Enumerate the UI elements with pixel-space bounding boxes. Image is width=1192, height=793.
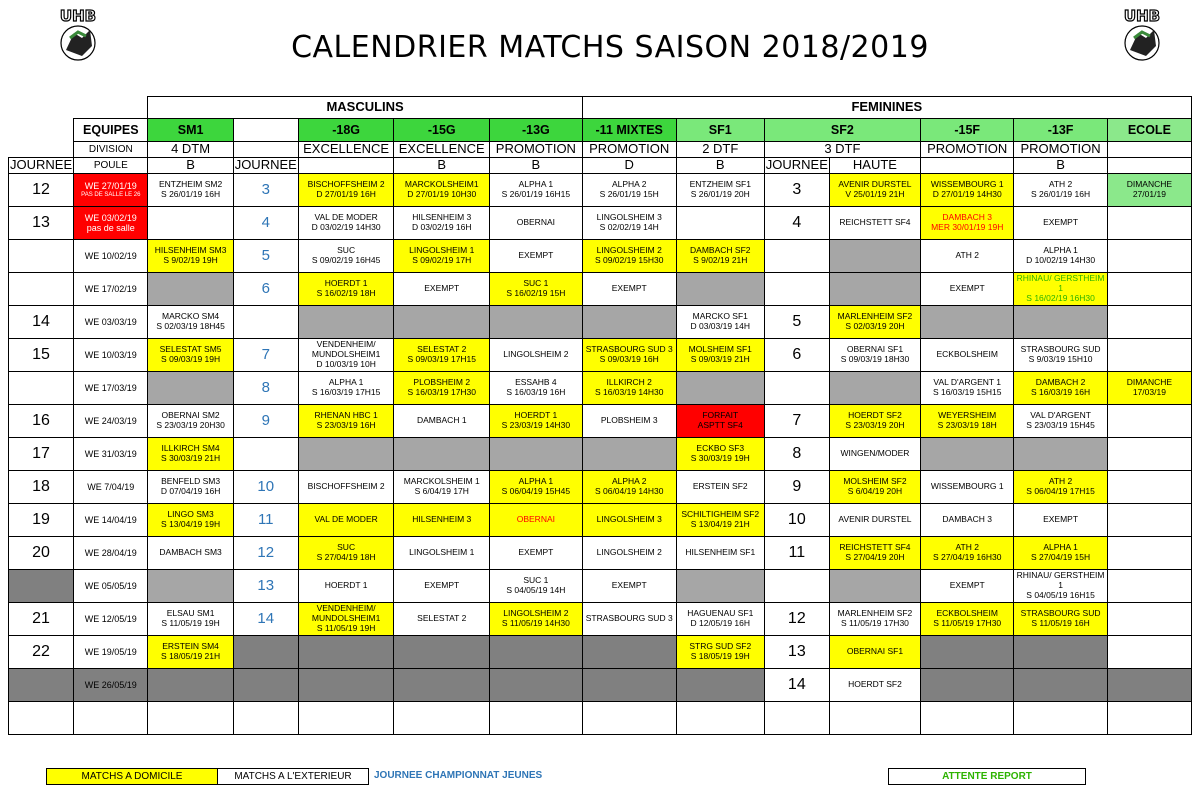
- ecole-cell: DIMANCHE 17/03/19: [1107, 372, 1191, 405]
- match-cell: HOERDT SF2 S 23/03/19 20H: [829, 405, 920, 438]
- label-journee: JOURNEE: [234, 157, 297, 173]
- table-row: [9, 339, 1192, 372]
- match-cell: MARCKO SM4 S 02/03/19 18H45: [148, 306, 233, 339]
- division-13f: PROMOTION: [1014, 142, 1107, 158]
- label-journee: JOURNEE: [765, 157, 828, 173]
- weekend-cell: WE 17/03/19: [74, 372, 148, 405]
- match-cell: AVENIR DURSTEL: [829, 504, 920, 537]
- match-cell: OBERNAI: [490, 207, 583, 240]
- legend-jeunes: JOURNEE CHAMPIONNAT JEUNES: [374, 770, 543, 781]
- journee-feminines: 11: [764, 537, 829, 570]
- journee-number: 16: [9, 405, 74, 438]
- table-row: [9, 306, 1192, 339]
- journee-jeunes: 10: [233, 471, 298, 504]
- table-row: [9, 570, 1192, 603]
- match-cell: EXEMPT: [1014, 504, 1107, 537]
- division-15f: PROMOTION: [921, 142, 1014, 158]
- match-cell: MARLENHEIM SF2 S 11/05/19 17H30: [829, 603, 920, 636]
- poule-sm1: B: [148, 158, 233, 174]
- team-15g: -15G: [394, 119, 490, 142]
- match-cell: SUC S 09/02/19 16H45: [298, 240, 394, 273]
- weekend-cell: WE 24/03/19: [74, 405, 148, 438]
- poule-13f: B: [1014, 158, 1107, 174]
- label-equipes: EQUIPES: [74, 119, 148, 142]
- match-cell: ALPHA 2 S 06/04/19 14H30: [582, 471, 676, 504]
- match-cell: LINGOLSHEIM 2 S 11/05/19 14H30: [490, 603, 583, 636]
- weekend-cell: WE 14/04/19: [74, 504, 148, 537]
- match-cell: HOERDT SF2: [829, 669, 920, 702]
- journee-jeunes: 11: [233, 504, 298, 537]
- match-cell: LINGOLSHEIM 2: [582, 537, 676, 570]
- table-row: [9, 273, 1192, 306]
- match-cell: ALPHA 1 D 10/02/19 14H30: [1014, 240, 1107, 273]
- journee-feminines: 3: [764, 174, 829, 207]
- team-11-mixtes: -11 MIXTES: [582, 119, 676, 142]
- journee-feminines: 14: [764, 669, 829, 702]
- table-row: [9, 504, 1192, 537]
- journee-jeunes: 9: [233, 405, 298, 438]
- journee-jeunes: 6: [233, 273, 298, 306]
- weekend-cell: WE 28/04/19: [74, 537, 148, 570]
- team-15f: -15F: [921, 119, 1014, 142]
- ecole-cell: DIMANCHE 27/01/19: [1107, 174, 1191, 207]
- match-cell: HILSENHEIM SM3 S 9/02/19 19H: [148, 240, 233, 273]
- table-row: [9, 537, 1192, 570]
- match-cell: EXEMPT: [490, 240, 583, 273]
- match-cell: BENFELD SM3 D 07/04/19 16H: [148, 471, 233, 504]
- journee-jeunes: 5: [233, 240, 298, 273]
- match-cell: SUC S 27/04/19 18H: [298, 537, 394, 570]
- weekend-cell: WE 03/03/19: [74, 306, 148, 339]
- match-cell: OBERNAI SF1 S 09/03/19 18H30: [829, 339, 920, 372]
- match-cell: HOERDT 1 S 23/03/19 14H30: [490, 405, 583, 438]
- match-cell: STRASBOURG SUD 3 S 09/03/19 16H: [582, 339, 676, 372]
- match-cell: LINGOLSHEIM 2 S 09/02/19 15H30: [582, 240, 676, 273]
- match-cell: MARLENHEIM SF2 S 02/03/19 20H: [829, 306, 920, 339]
- match-cell: OBERNAI: [490, 504, 583, 537]
- match-cell: LINGOLSHEIM 2: [490, 339, 583, 372]
- match-cell: VAL D'ARGENT S 23/03/19 15H45: [1014, 405, 1107, 438]
- journee-number: 19: [9, 504, 74, 537]
- match-cell: LINGOLSHEIM 1 S 09/02/19 17H: [394, 240, 490, 273]
- journee-number: 15: [9, 339, 74, 372]
- journee-jeunes: 7: [233, 339, 298, 372]
- division-11: PROMOTION: [582, 142, 676, 158]
- journee-feminines: 4: [764, 207, 829, 240]
- match-cell: VENDENHEIM/ MUNDOLSHEIM1 D 10/03/19 10H: [298, 339, 394, 372]
- journee-number: 21: [9, 603, 74, 636]
- teams-row: [9, 119, 1192, 142]
- forfeit-cell: FORFAIT ASPTT SF4: [676, 405, 764, 438]
- weekend-cell: WE 10/02/19: [74, 240, 148, 273]
- journee-number: 17: [9, 438, 74, 471]
- weekend-cell: WE 05/05/19: [74, 570, 148, 603]
- match-cell: LINGOLSHEIM 3: [582, 504, 676, 537]
- section-masculins: MASCULINS: [148, 97, 582, 119]
- match-cell: SELESTAT 2 S 09/03/19 17H15: [394, 339, 490, 372]
- match-cell: HAGUENAU SF1 D 12/05/19 16H: [676, 603, 764, 636]
- match-cell: HOERDT 1 S 16/02/19 18H: [298, 273, 394, 306]
- journee-feminines: 7: [764, 405, 829, 438]
- match-cell: ILLKIRCH SM4 S 30/03/19 21H: [148, 438, 233, 471]
- legend-domicile: MATCHS A DOMICILE: [46, 768, 218, 785]
- match-cell: PLOBSHEIM 3: [582, 405, 676, 438]
- poule-11: D: [582, 158, 676, 174]
- journee-feminines: 13: [764, 636, 829, 669]
- table-row: [9, 207, 1192, 240]
- match-cell: ATH 2 S 26/01/19 16H: [1014, 174, 1107, 207]
- table-row: [9, 471, 1192, 504]
- table-row: [9, 372, 1192, 405]
- match-cell: ALPHA 1 S 16/03/19 17H15: [298, 372, 394, 405]
- match-cell: EXEMPT: [394, 273, 490, 306]
- match-cell: DAMBACH 3: [921, 504, 1014, 537]
- weekend-cell: WE 26/05/19: [74, 669, 148, 702]
- table-row: [9, 438, 1192, 471]
- table-row: [9, 174, 1192, 207]
- match-cell: MARCKOLSHEIM 1 S 6/04/19 17H: [394, 471, 490, 504]
- match-cell: DAMBACH 3 MER 30/01/19 19H: [921, 207, 1014, 240]
- match-cell: SELESTAT SM5 S 09/03/19 19H: [148, 339, 233, 372]
- team-sf1: SF1: [676, 119, 764, 142]
- weekend-cell: WE 7/04/19: [74, 471, 148, 504]
- journee-number: 13: [9, 207, 74, 240]
- team-ecole: ECOLE: [1107, 119, 1191, 142]
- journee-feminines: 6: [764, 339, 829, 372]
- division-13g: PROMOTION: [490, 142, 583, 158]
- match-cell: HILSENHEIM 3 D 03/02/19 16H: [394, 207, 490, 240]
- match-cell: OBERNAI SM2 S 23/03/19 20H30: [148, 405, 233, 438]
- match-cell: VAL DE MODER D 03/02/19 14H30: [298, 207, 394, 240]
- weekend-cell: WE 31/03/19: [74, 438, 148, 471]
- match-cell: ECKBOLSHEIM: [921, 339, 1014, 372]
- poule-sf1: B: [676, 158, 764, 174]
- match-cell: BISCHOFFSHEIM 2: [298, 471, 394, 504]
- poule-13g: B: [490, 158, 583, 174]
- match-cell: SCHILTIGHEIM SF2 S 13/04/19 21H: [676, 504, 764, 537]
- match-cell: ECKBOLSHEIM S 11/05/19 17H30: [921, 603, 1014, 636]
- match-cell: STRASBOURG SUD S 9/03/19 15H10: [1014, 339, 1107, 372]
- match-cell: LINGOLSHEIM 1: [394, 537, 490, 570]
- match-cell: HILSENHEIM SF1: [676, 537, 764, 570]
- division-15g: EXCELLENCE: [394, 142, 490, 158]
- division-sf1: 2 DTF: [676, 142, 764, 158]
- match-cell: HOERDT 1: [298, 570, 394, 603]
- team-18g: -18G: [298, 119, 394, 142]
- match-cell: DAMBACH SM3: [148, 537, 233, 570]
- match-cell: LINGOLSHEIM 3 S 02/02/19 14H: [582, 207, 676, 240]
- match-cell: STRG SUD SF2 S 18/05/19 19H: [676, 636, 764, 669]
- match-cell: ATH 2: [921, 240, 1014, 273]
- match-cell: ELSAU SM1 S 11/05/19 19H: [148, 603, 233, 636]
- poule-15g: B: [394, 158, 490, 174]
- label-division: DIVISION: [74, 142, 148, 158]
- journee-jeunes: 8: [233, 372, 298, 405]
- journee-feminines: 5: [764, 306, 829, 339]
- match-cell: STRASBOURG SUD 3: [582, 603, 676, 636]
- match-cell: MOLSHEIM SF2 S 6/04/19 20H: [829, 471, 920, 504]
- division-sf2: 3 DTF: [764, 142, 920, 158]
- team-13g: -13G: [490, 119, 583, 142]
- match-cell: MARCKOLSHEIM1 D 27/01/19 10H30: [394, 174, 490, 207]
- journee-feminines: 9: [764, 471, 829, 504]
- match-cell: ECKBO SF3 S 30/03/19 19H: [676, 438, 764, 471]
- weekend-cell: WE 12/05/19: [74, 603, 148, 636]
- weekend-cell: WE 10/03/19: [74, 339, 148, 372]
- poule-row: [9, 158, 1192, 174]
- match-cell: RHINAU/ GERSTHEIM 1 S 16/02/19 16H30: [1014, 273, 1107, 306]
- match-cell: WISSEMBOURG 1: [921, 471, 1014, 504]
- journee-feminines: 8: [764, 438, 829, 471]
- match-cell: REICHSTETT SF4: [829, 207, 920, 240]
- label-journee: JOURNEE: [10, 157, 73, 173]
- table-row: [9, 603, 1192, 636]
- legend-report: ATTENTE REPORT: [888, 768, 1086, 785]
- team-sf2: SF2: [764, 119, 920, 142]
- match-cell: ESSAHB 4 S 16/03/19 16H: [490, 372, 583, 405]
- match-cell: ERSTEIN SM4 S 18/05/19 21H: [148, 636, 233, 669]
- division-sm1: 4 DTM: [148, 142, 233, 158]
- match-cell: STRASBOURG SUD S 11/05/19 16H: [1014, 603, 1107, 636]
- match-cell: ILLKIRCH 2 S 16/03/19 14H30: [582, 372, 676, 405]
- section-row: [9, 97, 1192, 119]
- match-cell: DAMBACH 2 S 16/03/19 16H: [1014, 372, 1107, 405]
- match-cell: RHINAU/ GERSTHEIM 1 S 04/05/19 16H15: [1014, 570, 1107, 603]
- match-cell: HILSENHEIM 3: [394, 504, 490, 537]
- match-cell: EXEMPT: [582, 570, 676, 603]
- club-logo: [1116, 6, 1168, 64]
- match-cell: ALPHA 1 S 26/01/19 16H15: [490, 174, 583, 207]
- match-cell: SUC 1 S 04/05/19 14H: [490, 570, 583, 603]
- match-cell: WINGEN/MODER: [829, 438, 920, 471]
- match-cell: BISCHOFFSHEIM 2 D 27/01/19 16H: [298, 174, 394, 207]
- match-cell: VAL DE MODER: [298, 504, 394, 537]
- team-13f: -13F: [1014, 119, 1107, 142]
- match-cell: ERSTEIN SF2: [676, 471, 764, 504]
- match-cell: VAL D'ARGENT 1 S 16/03/19 15H15: [921, 372, 1014, 405]
- division-18g: EXCELLENCE: [298, 142, 394, 158]
- journee-jeunes: 4: [233, 207, 298, 240]
- match-cell: EXEMPT: [582, 273, 676, 306]
- match-cell: LINGO SM3 S 13/04/19 19H: [148, 504, 233, 537]
- match-cell: WEYERSHEIM S 23/03/19 18H: [921, 405, 1014, 438]
- match-cell: ENTZHEIM SF1 S 26/01/19 20H: [676, 174, 764, 207]
- match-cell: MOLSHEIM SF1 S 09/03/19 21H: [676, 339, 764, 372]
- match-cell: ENTZHEIM SM2 S 26/01/19 16H: [148, 174, 233, 207]
- match-cell: EXEMPT: [921, 273, 1014, 306]
- weekend-cell: WE 03/02/19 pas de salle: [74, 207, 148, 240]
- match-cell: ATH 2 S 27/04/19 16H30: [921, 537, 1014, 570]
- match-cell: DAMBACH SF2 S 9/02/19 21H: [676, 240, 764, 273]
- match-cell: AVENIR DURSTEL V 25/01/19 21H: [829, 174, 920, 207]
- section-feminines: FEMININES: [582, 97, 1191, 119]
- legend-exterieur: MATCHS A L'EXTERIEUR: [218, 768, 369, 785]
- match-cell: EXEMPT: [490, 537, 583, 570]
- label-poule: POULE: [74, 158, 148, 174]
- journee-number: 22: [9, 636, 74, 669]
- weekend-cell: WE 19/05/19: [74, 636, 148, 669]
- table-row: [9, 636, 1192, 669]
- journee-jeunes: 12: [233, 537, 298, 570]
- match-cell: RHENAN HBC 1 S 23/03/19 16H: [298, 405, 394, 438]
- calendar-table: [8, 96, 1192, 735]
- team-sm1: SM1: [148, 119, 233, 142]
- journee-jeunes: 14: [233, 603, 298, 636]
- svg-text:UHB: UHB: [1123, 7, 1161, 25]
- match-cell: DAMBACH 1: [394, 405, 490, 438]
- match-cell: MARCKO SF1 D 03/03/19 14H: [676, 306, 764, 339]
- svg-text:UHB: UHB: [59, 7, 97, 25]
- weekend-cell: WE 27/01/19 PAS DE SALLE LE 26: [74, 174, 148, 207]
- match-cell: EXEMPT: [1014, 207, 1107, 240]
- match-cell: SELESTAT 2: [394, 603, 490, 636]
- match-cell: OBERNAI SF1: [829, 636, 920, 669]
- table-row: [9, 240, 1192, 273]
- division-row: [9, 142, 1192, 158]
- page-title: CALENDRIER MATCHS SAISON 2018/2019: [291, 30, 929, 65]
- match-cell: ALPHA 1 S 27/04/19 15H: [1014, 537, 1107, 570]
- match-cell: ATH 2 S 06/04/19 17H15: [1014, 471, 1107, 504]
- journee-number: 12: [9, 174, 74, 207]
- journee-feminines: 12: [764, 603, 829, 636]
- journee-jeunes: 13: [233, 570, 298, 603]
- match-cell: ALPHA 1 S 06/04/19 15H45: [490, 471, 583, 504]
- match-cell: REICHSTETT SF4 S 27/04/19 20H: [829, 537, 920, 570]
- match-cell: EXEMPT: [394, 570, 490, 603]
- match-cell: SUC 1 S 16/02/19 15H: [490, 273, 583, 306]
- journee-number: 20: [9, 537, 74, 570]
- club-logo: [52, 6, 104, 64]
- match-cell: ALPHA 2 S 26/01/19 15H: [582, 174, 676, 207]
- weekend-cell: WE 17/02/19: [74, 273, 148, 306]
- journee-number: 18: [9, 471, 74, 504]
- poule-sf2: HAUTE: [829, 158, 920, 174]
- journee-jeunes: 3: [233, 174, 298, 207]
- table-row: [9, 405, 1192, 438]
- match-cell: PLOBSHEIM 2 S 16/03/19 17H30: [394, 372, 490, 405]
- match-cell: EXEMPT: [921, 570, 1014, 603]
- journee-number: 14: [9, 306, 74, 339]
- match-cell: VENDENHEIM/ MUNDOLSHEIM1 S 11/05/19 19H: [298, 603, 394, 636]
- table-row: [9, 702, 1192, 735]
- journee-feminines: 10: [764, 504, 829, 537]
- table-row: [9, 669, 1192, 702]
- match-cell: WISSEMBOURG 1 D 27/01/19 14H30: [921, 174, 1014, 207]
